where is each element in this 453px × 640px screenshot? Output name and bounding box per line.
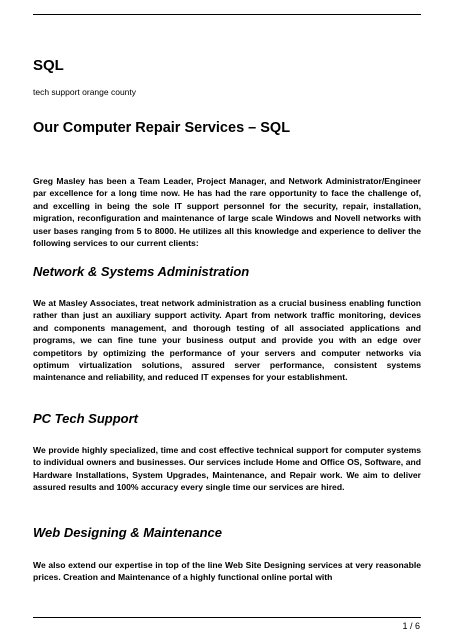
footer-rule [33, 617, 421, 618]
main-heading: Our Computer Repair Services – SQL [33, 120, 291, 136]
section-body-web-design: We also extend our expertise in top of the line Web Site Designing services at very reasonable prices. Creation and Maintenance of a highly functional online portal with [33, 560, 421, 583]
section-body-network: We at Masley Associates, treat network administration as a crucial business enabling function rather than just an auxiliary support activity. Apart from network traffic monitoring, devices and components management, and thorough testing of all associated applications and programs, we can fine tune your business output and provide you with an edge over competitors by optimizing the performance of your servers and computer networks via optimum virtualization solutions, assured server performance, consistent systems maintenance and reliability, and reduced IT expenses for your establishment. [33, 298, 421, 383]
document-title: SQL [33, 57, 64, 74]
intro-paragraph: Greg Masley has been a Team Leader, Project Manager, and Network Administrator/Engineer par excellence for a long time now. He has had the rare opportunity to face the challenge of, and excelling in being the sole IT support personnel for the security, repair, installation, migration, reconfiguration and maintenance of large scale Windows and Novell networks with user bases ranging from 5 to 8000. He utilizes all this knowledge and experience to deliver the following services to our current clients: [33, 176, 421, 249]
header-rule [33, 14, 421, 15]
section-heading-network: Network & Systems Administration [33, 264, 250, 279]
page-number: 1 / 6 [402, 621, 420, 631]
document-subtitle: tech support orange county [33, 87, 137, 97]
section-body-pc-support: We provide highly specialized, time and cost effective technical support for computer systems to individual owners and businesses. Our services include Home and Office OS, Software, and Hardware Installations, System Upgrades, Maintenance, and Repair work. We aim to deliver assured results and 100% accuracy every single time our services are hired. [33, 445, 421, 493]
section-heading-pc-support: PC Tech Support [33, 411, 138, 426]
section-heading-web-design: Web Designing & Maintenance [33, 525, 223, 540]
